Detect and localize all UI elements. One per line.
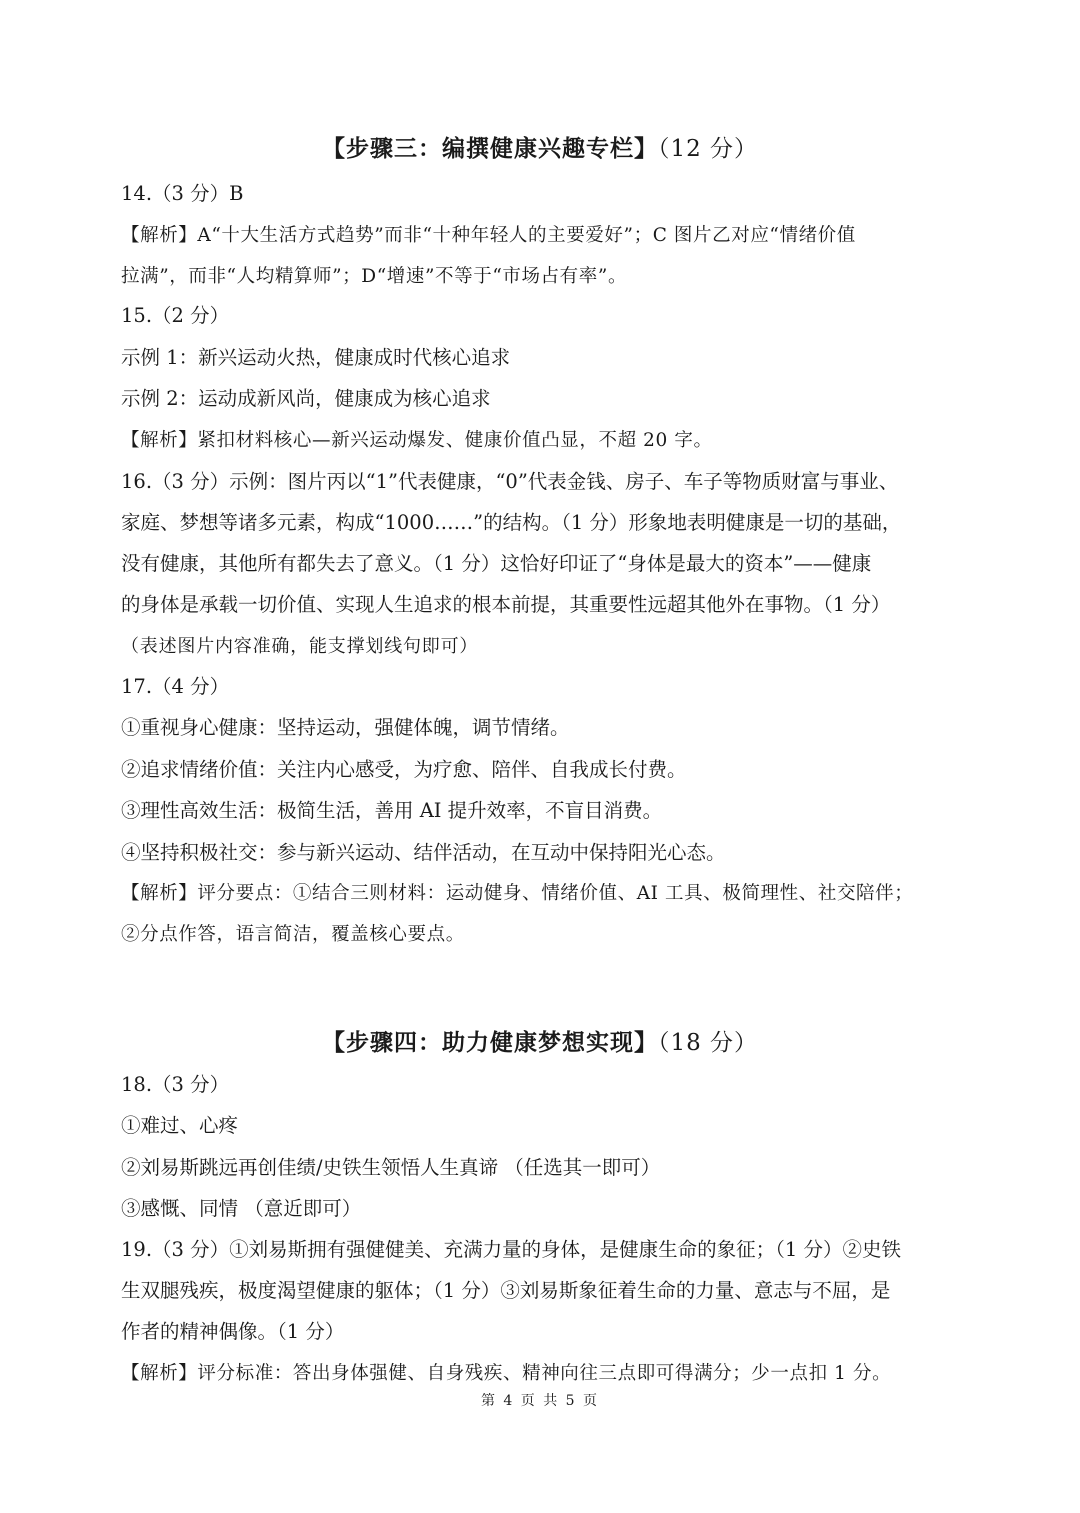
q17-analysis-line-2: ②分点作答，语言简洁，覆盖核心要点。 [121,924,465,945]
q18-answer-1: ①难过、心疼 [121,1114,239,1137]
section-4-score: （18 分） [657,1030,759,1056]
q15-example-2: 示例 2：运动成新风尚，健康成为核心追求 [121,387,491,410]
q17-point-3: ③理性高效生活：极简生活，善用 AI 提升效率，不盲目消费。 [121,799,663,822]
section-3-heading [0,130,1080,163]
q16-line-4: 的身体是承载一切价值、实现人生追求的根本前提，其重要性远超其他外在事物。（1 分） [121,593,891,616]
q18-header: 18.（3 分） [121,1073,230,1096]
q15-header: 15.（2 分） [121,304,230,327]
q19-analysis: 【解析】评分标准：答出身体强健、自身残疾、精神向往三点即可得满分；少一点扣 1 分。 [121,1363,892,1384]
q14-analysis-line-1: 【解析】A“十大生活方式趋势”而非“十种年轻人的主要爱好”；C 图片乙对应“情绪价值 [121,225,856,246]
section-4-title: 【步骤四：助力健康梦想实现】 [321,1030,658,1056]
page-footer: 第 4 页 共 5 页 [480,1393,600,1409]
q15-example-1: 示例 1：新兴运动火热，健康成时代核心追求 [121,346,511,369]
q18-answer-3: ③感慨、同情 （意近即可） [121,1197,362,1220]
q17-header: 17.（4 分） [121,675,230,698]
q19-line-3: 作者的精神偶像。（1 分） [121,1320,345,1343]
q17-point-1: ①重视身心健康：坚持运动，强健体魄，调节情绪。 [121,716,570,739]
q14-analysis-line-2: 拉满”，而非“人均精算师”；D“增速”不等于“市场占有率”。 [121,266,628,287]
q19-line-1: 19.（3 分）①刘易斯拥有强健健美、充满力量的身体，是健康生命的象征；（1 分）②史铁 [121,1238,901,1261]
q17-point-4: ④坚持积极社交：参与新兴运动、结伴活动，在互动中保持阳光心态。 [121,841,726,864]
section-4-heading [0,1024,1080,1057]
q16-note: （表述图片内容准确，能支撑划线句即可） [121,636,479,657]
q17-point-2: ②追求情绪价值：关注内心感受，为疗愈、陪伴、自我成长付费。 [121,758,687,781]
q16-line-1: 16.（3 分）示例：图片丙以“1”代表健康，“0”代表金钱、房子、车子等物质财富与事业、 [121,470,899,493]
q17-analysis-line-1: 【解析】评分要点：①结合三则材料：运动健身、情绪价值、AI 工具、极简理性、社交陪伴； [121,883,914,904]
q16-line-3: 没有健康，其他所有都失去了意义。（1 分）这恰好印证了“身体是最大的资本”——健康 [121,552,872,575]
section-3-score: （12 分） [657,136,759,162]
q16-line-2: 家庭、梦想等诸多元素，构成“1000……”的结构。（1 分）形象地表明健康是一切的基础， [121,511,902,534]
q15-analysis: 【解析】紧扣材料核心—新兴运动爆发、健康价值凸显，不超 20 字。 [121,430,713,451]
q14-answer: 14.（3 分）B [121,182,244,205]
q19-line-2: 生双腿残疾，极度渴望健康的躯体；（1 分）③刘易斯象征着生命的力量、意志与不屈，是 [121,1279,891,1302]
q18-answer-2: ②刘易斯跳远再创佳绩/史铁生领悟人生真谛 （任选其一即可） [121,1156,661,1179]
section-3-title: 【步骤三：编撰健康兴趣专栏】 [321,136,658,162]
